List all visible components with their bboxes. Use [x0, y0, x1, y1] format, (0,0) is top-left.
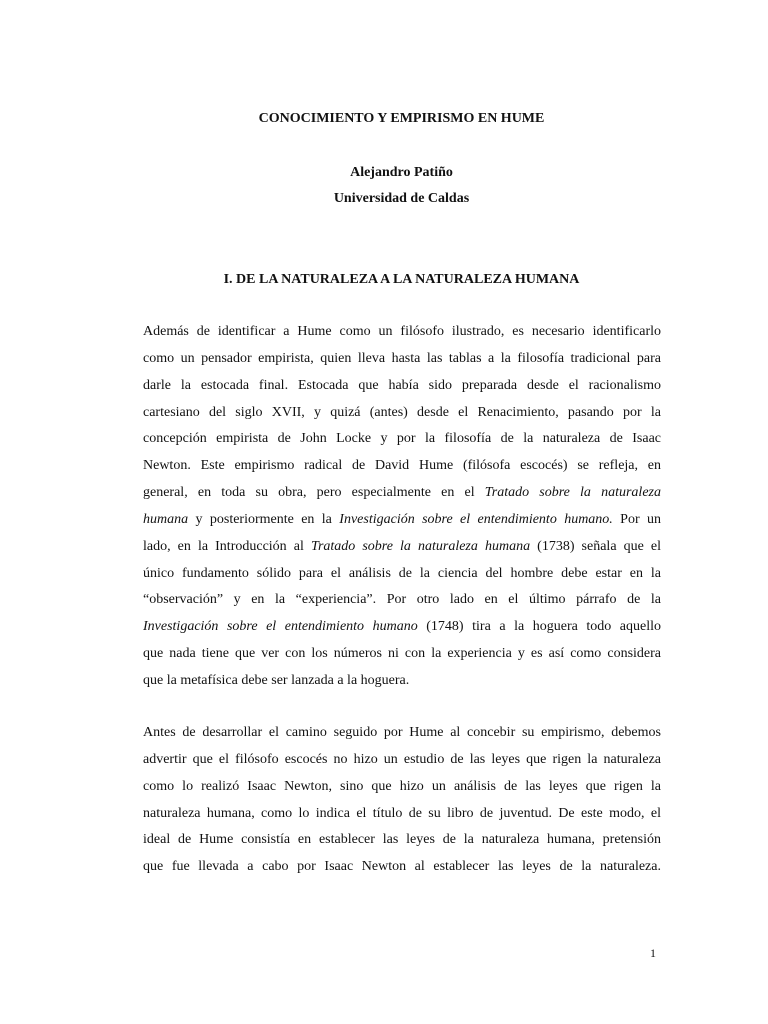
paragraph-line [143, 534, 661, 561]
paragraph-line [143, 346, 661, 373]
line-text: Además de identificar a Hume como un filósofo ilustrado, es necesario identificarlo [143, 324, 661, 339]
paragraph-line [143, 747, 661, 774]
italic-title-text: Investigación sobre el entendimiento humano [143, 619, 418, 635]
body-paragraph-2 [143, 720, 661, 881]
line-text: concepción empirista de John Locke y por la filosofía de la naturaleza de Isaac [143, 431, 661, 447]
paragraph-line [143, 641, 661, 668]
paragraph-line [143, 827, 661, 854]
document-title: CONOCIMIENTO Y EMPIRISMO EN HUME [258, 111, 545, 126]
paragraph-line [143, 426, 661, 453]
italic-title-text: Tratado sobre la naturaleza [484, 485, 661, 501]
line-text: que nada tiene que ver con los números ni con la experiencia y es así como considera [143, 646, 661, 662]
line-text: que fue llevada a cabo por Isaac Newton al establecer las leyes de la naturaleza. [143, 859, 661, 875]
line-text: cartesiano del siglo XVII, y quizá (antes) desde el Renacimiento, pasando por la [143, 404, 661, 420]
paragraph-line [143, 614, 661, 641]
line-text: “observación” y en la “experiencia”. Por otro lado en el último párrafo de la [143, 592, 661, 608]
line-text: Newton. Este empirismo radical de David Hume (filósofa escocés) se refleja, en [143, 458, 661, 474]
line-text: naturaleza humana, como lo indica el título de su libro de juventud. De este modo, el [143, 805, 661, 821]
line-text: Antes de desarrollar el camino seguido por Hume al concebir su empirismo, debemos [143, 725, 661, 740]
paragraph-line [143, 453, 661, 480]
line-text: lado, en la Introducción al [143, 538, 311, 554]
author-name: Alejandro Patiño [350, 165, 453, 180]
italic-title-text: Investigación sobre el entendimiento humano. [339, 511, 613, 527]
line-text: (1738) señala que el [530, 538, 661, 554]
line-text: Por un [612, 511, 661, 527]
author-affiliation: Universidad de Caldas [333, 191, 470, 206]
body-paragraph-1 [143, 319, 661, 695]
paragraph-line [143, 373, 661, 400]
line-text: como un pensador empirista, quien lleva hasta las tablas a la filosofía tradicional para [143, 350, 661, 366]
line-text: (1748) tira a la hoguera todo aquello [417, 619, 661, 635]
line-text: darle la estocada final. Estocada que había sido preparada desde el racionalismo [143, 377, 661, 393]
line-text: que la metafísica debe ser lanzada a la hoguera. [143, 672, 410, 688]
section-heading: I. DE LA NATURALEZA A LA NATURALEZA HUMANA [223, 272, 580, 287]
paragraph-line [143, 561, 661, 588]
paragraph-line [143, 319, 661, 346]
paragraph-line [143, 854, 661, 881]
line-text: ideal de Hume consistía en establecer las leyes de la naturaleza humana, pretensión [143, 832, 661, 848]
page-number: 1 [650, 946, 656, 960]
line-text: único fundamento sólido para el análisis de la ciencia del hombre debe estar en la [143, 565, 661, 581]
italic-title-text: humana [143, 511, 189, 527]
line-text: y posteriormente en la [188, 511, 340, 527]
paragraph-line [143, 480, 661, 507]
paragraph-line [143, 587, 661, 614]
paragraph-line [143, 507, 661, 534]
paragraph-line [143, 801, 661, 828]
line-text: como lo realizó Isaac Newton, sino que hizo un análisis de las leyes que rigen la [143, 778, 661, 794]
line-text: advertir que el filósofo escocés no hizo un estudio de las leyes que rigen la naturaleza [143, 751, 661, 767]
italic-title-text: Tratado sobre la naturaleza humana [310, 538, 531, 554]
paragraph-line [143, 774, 661, 801]
line-text: general, en toda su obra, pero especialmente en el [143, 485, 485, 501]
paragraph-line [143, 668, 661, 695]
paragraph-line [143, 400, 661, 427]
paragraph-line [143, 720, 661, 747]
